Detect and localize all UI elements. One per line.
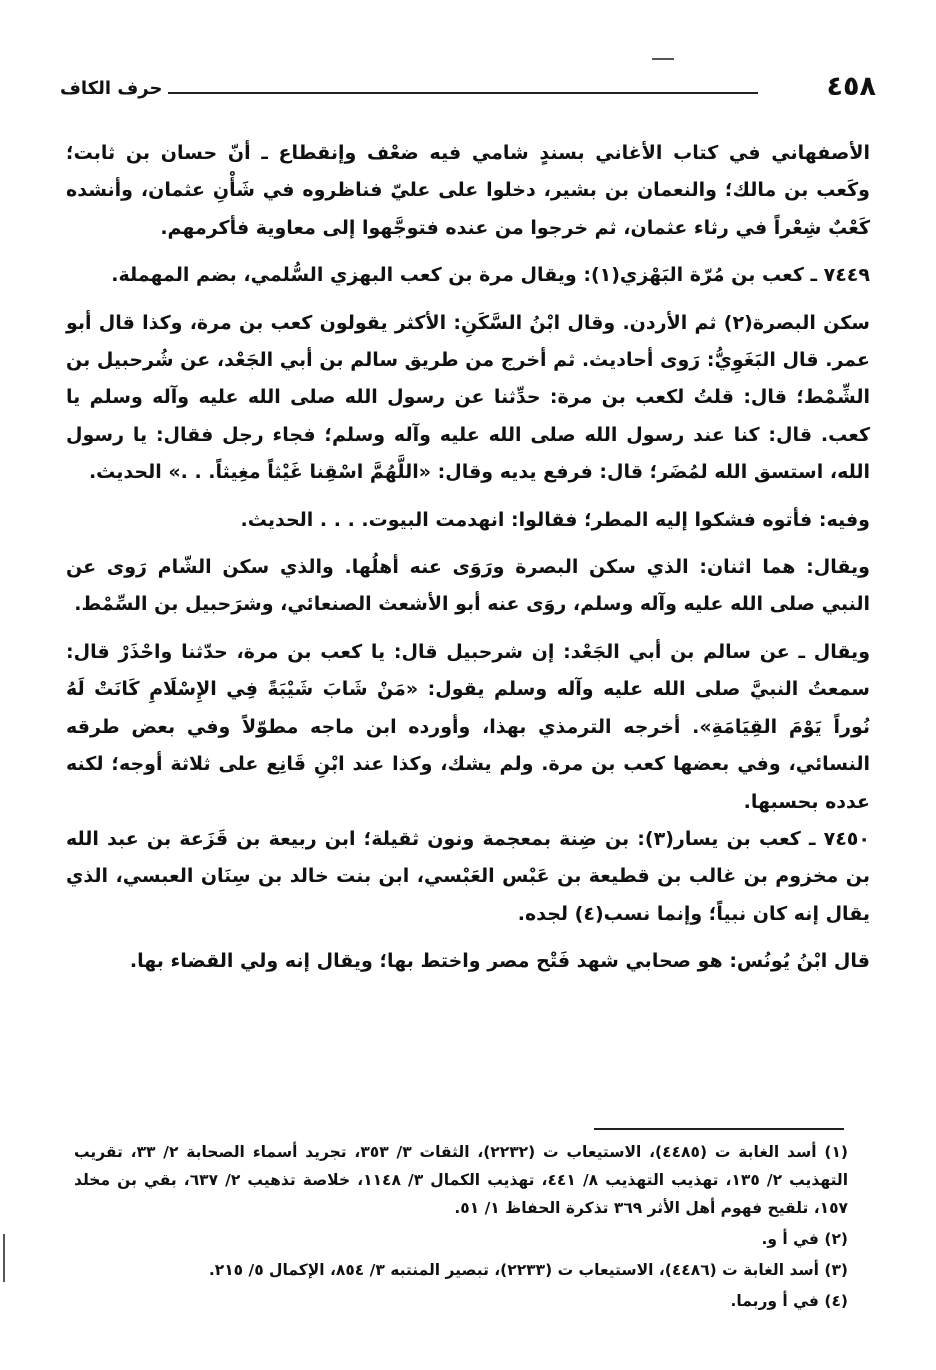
- main-text: [66, 135, 870, 981]
- footnote-2: (٢) في أ و.: [761, 1230, 848, 1248]
- scan-mark-left: [3, 1234, 5, 1282]
- paragraph: وفيه: فأتوه فشكوا إليه المطر؛ فقالوا: انهدمت البيوت. . . . الحديث.: [240, 508, 870, 531]
- scan-mark-top: [652, 58, 674, 60]
- entry-heading-7450: ٧٤٥٠ ـ كعب بن يسار(٣): بن ضِنة بمعجمة ونون ثقيلة؛ ابن ربيعة بن قَزَعة بن عبد الله بن مخزوم بن غالب بن قطيعة بن عَبْس العَبْسي، ابن بنت خالد بن سِنَان العبسي، الذي يقال إنه كان نبياً؛ وإنما نسب(٤) لجده.: [66, 827, 870, 925]
- header-rule: [168, 92, 758, 94]
- paragraph: ويقال: هما اثنان: الذي سكن البصرة ورَوَى عنه أهلُها. والذي سكن الشّام رَوى عن النبي صلى الله عليه وآله وسلم، روَى عنه أبو الأشعث الصنعائي، وشرَحبيل بن السِّمْط.: [66, 556, 870, 616]
- footnotes: [74, 1138, 848, 1318]
- page-number: ٤٥٨: [826, 71, 876, 102]
- entry-heading-7449: ٧٤٤٩ ـ كعب بن مُرّة البَهْزي(١): ويقال مرة بن كعب البهزي السُّلمي، بضم المهملة.: [111, 264, 870, 287]
- running-header: [60, 70, 876, 106]
- paragraph: قال ابْنُ يُونُس: هو صحابي شهد فَتْح مصر واختط بها؛ ويقال إنه ولي القضاء بها.: [129, 950, 870, 973]
- footnote-3: (٣) أسد الغابة ت (٤٤٨٦)، الاستيعاب ت (٢٢٣٣)، تبصير المنتبه ٣/ ٨٥٤، الإكمال ٥/ ٢١٥.: [208, 1261, 848, 1279]
- footnote-1: (١) أسد الغابة ت (٤٤٨٥)، الاستيعاب ت (٢٢٣٢)، الثقات ٣/ ٣٥٣، تجريد أسماء الصحابة ٢/ ٣٣، تقريب التهذيب ٢/ ١٣٥، تهذيب التهذيب ٨/ ٤٤١، تهذيب الكمال ٣/ ١١٤٨، خلاصة تذهيب ٢/ ٦٣٧، بقي بن مخلد ١٥٧، تلقيح فهوم أهل الأثر ٣٦٩ تذكرة الحفاظ ١/ ٥١.: [74, 1143, 849, 1217]
- paragraph: ويقال ـ عن سالم بن أبي الجَعْد: إن شرحبيل قال: يا كعب بن مرة، حدّثنا واحْذَرْ قال: سمعتُ النبيَّ صلى الله عليه وآله وسلم يقول: «مَنْ شَابَ شَيْبَةً فِي الإِسْلَامِ كَانَتْ لَهُ نُوراً يَوْمَ القِيَامَةِ». أخرجه الترمذي بهذا، وأورده ابن ماجه مطوّلاً وفي بعض طرقه النسائي، وفي بعضها كعب بن مرة. ولم يشك، وكذا عند ابْنِ قَانِع على ثلاثة أوجه؛ لكنه عدده بحسبها.: [66, 640, 870, 813]
- running-title: حرف الكاف: [60, 78, 163, 99]
- footnote-separator: [594, 1128, 844, 1130]
- paragraph: سكن البصرة(٢) ثم الأردن. وقال ابْنُ السَّكَنِ: الأكثر يقولون كعب بن مرة، وكذا قال أبو عمر. قال البَغَوِيُّ: رَوى أحاديث. ثم أخرج من طريق سالم بن أبي الجَعْد، عن شُرحبيل بن الشِّمْط؛ قال: قلتُ لكعب بن مرة: حدِّثنا عن رسول الله صلى الله عليه وآله وسلم يا كعب. قال: كنا عند رسول الله صلى الله عليه وآله وسلم؛ فجاء رجل فقال: يا رسول الله، استسق الله لمُضَر؛ قال: فرفع يديه وقال: «اللَّهُمَّ اسْقِنا غَيْثاً مغِيثاً. . .» الحديث.: [66, 311, 870, 484]
- paragraph: الأصفهاني في كتاب الأغاني بسندٍ شامي فيه ضعْف وإنقطاع ـ أنّ حسان بن ثابت؛ وكَعب بن مالك؛ والنعمان بن بشير، دخلوا على عليّ فناظروه في شَأْنِ عثمان، وأنشده كَعْبٌ شِعْراً في رثاء عثمان، ثم خرجوا من عنده فتوجَّهوا إلى معاوية فأكرمهم.: [66, 142, 870, 239]
- footnote-4: (٤) في أ وربما.: [730, 1292, 848, 1310]
